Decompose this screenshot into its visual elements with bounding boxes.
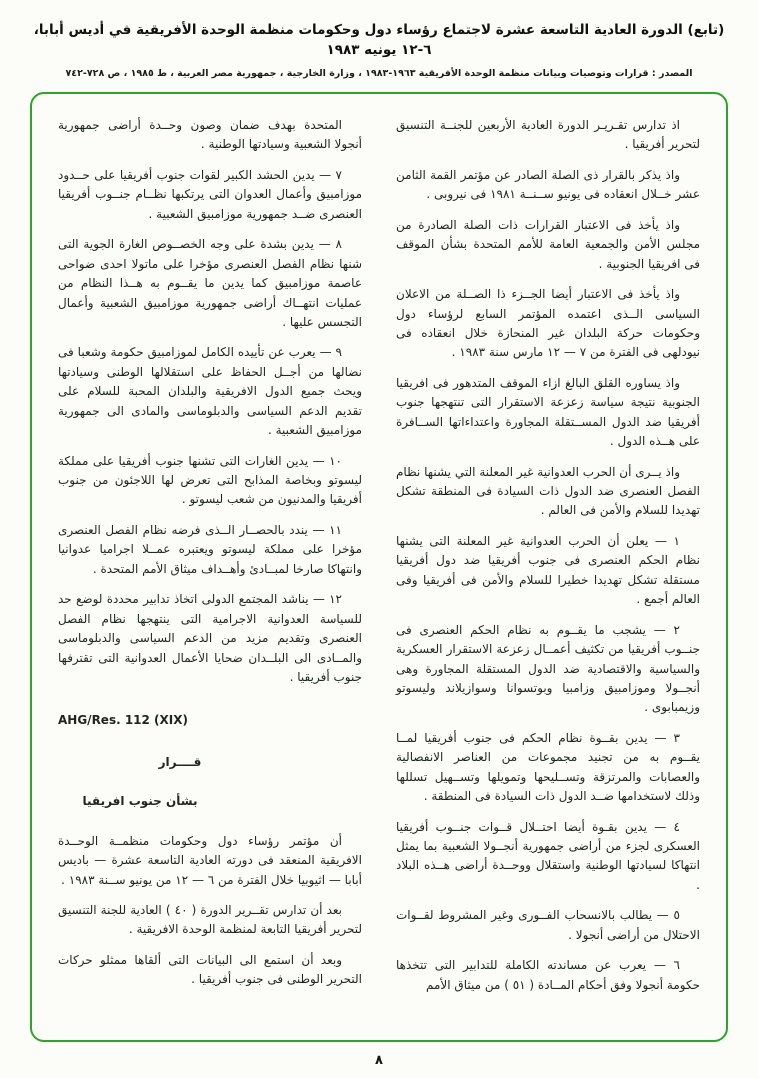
column-right [396, 116, 700, 1022]
page-header [0, 0, 758, 79]
paragraph: ١ — يعلن أن الحرب العدوانية غير المعلنة التى يشنها نظام الحكم العنصرى فى جنوب أفريقيا ضد دول أفريقيا مستقلة تشكل تهديدا خطيرا للسلام والأمن فى أفريقيا وفى العالم أجمع . [396, 533, 700, 607]
resolution-title: قــــرار [158, 754, 202, 769]
paragraph: ٧ — يدين الحشد الكبير لقوات جنوب أفريقيا على حــدود موزامبيق وأعمال العدوان التى يرتكبها نظــام جنــوب أفريقيا العنصرى ضــد جمهورية موزامبيق الشعبية . [58, 167, 362, 221]
paragraph: ١٢ — يناشد المجتمع الدولى اتخاذ تدابير محددة لوضع حد للسياسة العدوانية الاجرامية التى ينتهجها نظام الفصل العنصرى وتقديم مزيد من الدعم السياسى والدبلوماسى والمــادى الى البلــدان ضحايا الأعمال العدوانية التى تقترفها جنوب أفريقيا . [58, 592, 362, 684]
paragraph: ٢ — يشجب ما يقــوم به نظام الحكم العنصرى فى جنــوب أفريقيا من تكثيف أعمــال زعزعة الاستقرار العسكرية والسياسية والاقتصادية ضد الدول المستقلة المجاورة وهى أنجــولا وموزامبيق وزامبيا وبوتسوانا وسوازيلاند وليسوتو وزيمبابوى . [396, 622, 700, 715]
column-left [58, 116, 362, 1022]
paragraph: اذ تدارس تقـريـر الدورة العادية الأربعين للجنــة التنسيق لتحرير أفريقيا . [396, 118, 700, 152]
paragraph: ٨ — يدين بشدة على وجه الخصــوص الغارة الجوية التى شنها نظام الفصل العنصرى مؤخرا على ماتولا احدى ضواحى عاصمة موزامبيق كما يدين ما يقــوم به هــذا النظام من عمليات انتهــاك أراضى جمهورية موزامبيق الشعبية وأعمال التجسس عليها . [58, 237, 362, 329]
document-title: (تابع) الدورة العادية التاسعة عشرة لاجتماع رؤساء دول وحكومات منظمة الوحدة الأفريقية في أديس أبابا، ٦-١٢ يونيه ١٩٨٣ [33, 22, 725, 59]
paragraph: ١٠ — يدين الغارات التى تشنها جنوب أفريقيا على مملكة ليسوتو وبخاصة المذابح التى تعرض لها اللاجئون من جنوب أفريقيا والمدنيون من شعب ليسوتو . [58, 453, 362, 507]
paragraph: أن مؤتمر رؤساء دول وحكومات منظمــة الوحــدة الافريقية المنعقد فى دورته العادية التاسعة عشرة — باديس أبابا — اثيوبيا خلال الفترة من ٦ — ١٢ من يونيو ســنة ١٩٨٣ . [58, 833, 362, 887]
paragraph: بعد أن تدارس تقــرير الدورة ( ٤٠ ) العادية للجنة التنسيق لتحرير أفريقيا التابعة لمنظمة الوحدة الافريقية . [58, 903, 362, 937]
paragraph: واذ يــرى أن الحرب العدوانية غير المعلنة التي يشنها نظام الفصل العنصرى ضد الدول ذات السيادة فى المنطقة تشكل تهديدا للسلام والأمن فى العالم . [396, 464, 700, 518]
paragraph: ١١ — يندد بالحصــار الــذى فرضه نظام الفصل العنصرى مؤخرا على مملكة ليسوتو ويعتبره عمــلا اجراميا عدوانيا وانتهاكا صارخا لمبــادئ وأهــداف ميثاق الأمم المتحدة . [58, 522, 362, 576]
paragraph: ٩ — يعرب عن تأييده الكامل لموزامبيق حكومة وشعبا فى نضالها من أجــل الحفاظ على استقلالها الوطنى وسيادتها ويحث جميع الدول الافريقية والبلدان المحبة للسلام على تقديم الدعم السياسى والدبلوماسى والمادى الى جمهورية موزامبيق الشعبية . [58, 345, 362, 438]
resolution-subject: بشأن جنوب افريقيا [82, 794, 198, 809]
source-citation: المصدر : قرارات وتوصيات وبيانات منظمة الوحدة الأفريقية ١٩٦٣-١٩٨٣ ، وزارة الخارجية ، جمهورية مصر العربية ، ط ١٩٨٥ ، ص ٧٢٨-٧٤٢ [65, 67, 693, 79]
paragraph: واذ يأخذ فى الاعتبار أيضا الجــزء ذا الصــلة من الاعلان السياسى الــذى اعتمده المؤتمر السابع لرؤساء دول وحكومات حركة البلدان غير المنحازة خلال انعقاده فى نيودلهى فى الفترة من ٧ — ١٢ مارس سنة ١٩٨٣ . [396, 287, 700, 360]
paragraph: ٦ — يعرب عن مساندته الكاملة للتدابير التى تتخذها حكومة أنجولا وفق أحكام المــادة ( ٥١ ) من ميثاق الأمم [396, 958, 700, 992]
paragraph: وبعد أن استمع الى البيانات التى ألقاها ممثلو حركات التحرير الوطنى فى جنوب أفريقيا . [58, 952, 362, 987]
resolution-code: AHG/Res. 112 (XIX) [58, 713, 188, 728]
paragraph: المتحدة بهدف ضمان وصون وحــدة أراضى جمهورية أنجولا الشعبية وسيادتها الوطنية . [58, 118, 362, 152]
paragraph: واذ يساوره القلق البالغ ازاء الموقف المتدهور فى افريقيا الجنوبية نتيجة سياسة زعزعة الاستقرار التى تنتهجها جنوب أفريقيا ضد الدول المســتقلة المجاورة واعتداءاتها الســافرة على هــذه الدول . [396, 375, 700, 449]
paragraph: ٣ — يدين بقــوة نظام الحكم فى جنوب أفريقيا لمــا يقــوم به من تجنيد مجموعات من العناصر الانفصالية والعصابات والمرتزقة وتســليحها وتمويلها وتســهيل تسللها وذلك لاستخدامها ضــد الدول ذات السيادة فى المنطقة . [396, 730, 700, 804]
page-number: ٨ [375, 1053, 383, 1068]
content-frame [30, 92, 728, 1042]
paragraph: واذ يأخذ فى الاعتبار القرارات ذات الصلة الصادرة من مجلس الأمن والجمعية العامة للأمم المتحدة بشأن الموقف فى افريقيا الجنوبية . [396, 217, 700, 271]
paragraph: واذ يذكر بالقرار ذى الصلة الصادر عن مؤتمر القمة الثامن عشر خــلال انعقاده فى يونيو ســنــة ١٩٨١ فى نيروبى . [396, 167, 700, 202]
paragraph: ٥ — يطالب بالانسحاب الفــورى وغير المشروط لقــوات الاحتلال من أراضى أنجولا . [396, 908, 700, 942]
paragraph: ٤ — يدين بقـوة أيضا احتــلال قــوات جنــوب أفريقيا العسكرى لجزء من أراضى جمهورية أنجــولا الشعبية بما يمثل انتهاكا لسيادتها الوطنية واستقلال ووحــدة أراضى هــذه البلاد . [396, 819, 700, 892]
two-column-layout [58, 116, 700, 1022]
